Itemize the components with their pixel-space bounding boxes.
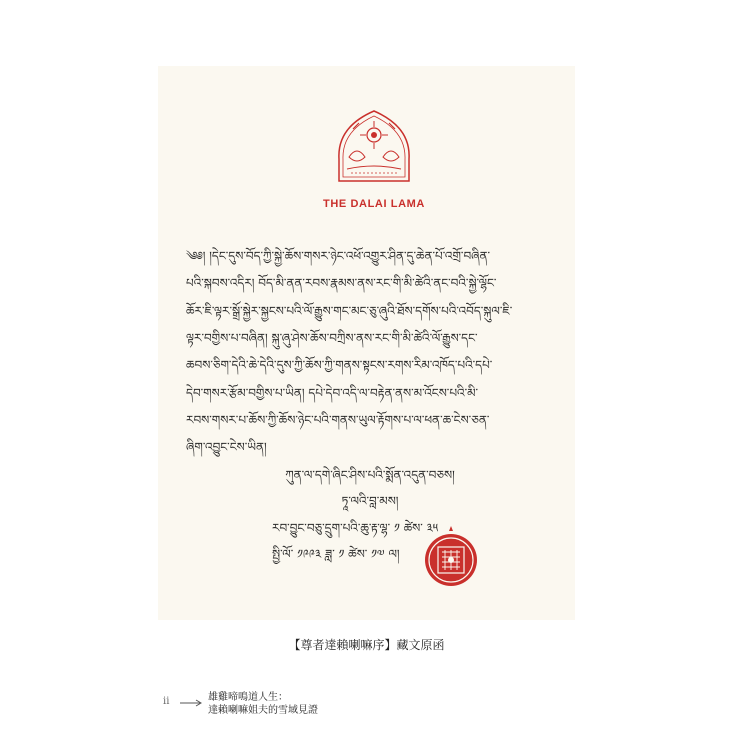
body-line-1: ༄༅། །དེང་དུས་བོད་ཀྱི་སྐྱེ་ཆོས་གསར་ཉེང་འཕོ་འགྱུར་ཤིན་དུ་ཆེན་པོ་འགྲོ་བཞིན་: [186, 249, 491, 263]
red-seal-icon: [414, 524, 488, 588]
western-date: སྤྱི་ལོ་ ༡༩༩༣ ཟླ་ ༡ ཚེས་ ༡༧ ལ།: [272, 547, 400, 561]
figure-caption: 【尊者達賴喇嘛序】藏文原函: [288, 638, 445, 652]
arrow-right-icon: [180, 699, 204, 707]
signature-name: ཏཱ་ལའི་བླ་མས།: [341, 494, 399, 508]
body-line-3: ཆོར་ཇི་ལྟར་སྒྲོ་སྐྱེར་སྐྱངས་པའི་ལོ་རྒྱུས་གང་མང་ཅུ་ཞུའི་ཐོས་དགོས་པའི་འབོད་སྐུལ་ཇི་: [186, 304, 513, 318]
letterhead-title: THE DALAI LAMA: [323, 198, 425, 210]
tibetan-date: རབ་བྱུང་བཅུ་དྲུག་པའི་ཆུ་རྟ་ལྷ་ ༡ ཚེས་ ༣༥: [272, 521, 439, 535]
body-line-4: ལྟར་བགྱིས་པ་བཞིན། སྐུ་ཞུ་ཤེས་ཆོས་བཀྲིས་ནས་རང་གི་མི་ཚེའི་ལོ་རྒྱུས་དང་: [186, 331, 478, 345]
running-title-line-1: 雄雞啼鳴道人生：: [208, 692, 288, 703]
running-title: [208, 691, 318, 717]
body-line-8: ཞིག་འབྱུང་ངེས་ཡིན།: [186, 440, 267, 454]
body-line-2: པའི་སྐབས་འདིར། བོད་མི་ནན་རབས་རྣམས་ནས་རང་གི་མི་ཚེའི་ནང་བའི་སྐྱེ་ལྷོང་: [186, 276, 497, 290]
body-line-6: དེབ་གསར་རྩོམ་བགྱིས་པ་ཡིན། དཔེ་དེབ་འདི་ལ་བརྟེན་ནས་མ་འོངས་པའི་མི་: [186, 386, 479, 400]
page-number: ii: [163, 696, 170, 707]
closing-wish: ཀུན་ལ་དགེ་ཞིང་ཤིས་པའི་སྨོན་འདུན་བཅས།: [285, 468, 455, 482]
running-title-line-2: 達賴喇嘛姐夫的雪域見證: [208, 705, 318, 716]
dalai-lama-emblem-icon: [333, 107, 415, 187]
body-line-7: རབས་གསར་པ་ཆོས་ཀྱི་ཆོས་ཉེང་པའི་གནས་ཡུལ་རྟོགས་པ་ལ་ཕན་ཆ་ངེས་ཅན་: [186, 413, 490, 427]
body-line-5: ཆབས་ཅིག་དེའི་ཆེ་དེའི་དུས་ཀྱི་ཆོས་ཀྱི་གནས་སྟངས་རགས་རིམ་འཁོད་པའི་དཔེ་: [186, 358, 493, 372]
